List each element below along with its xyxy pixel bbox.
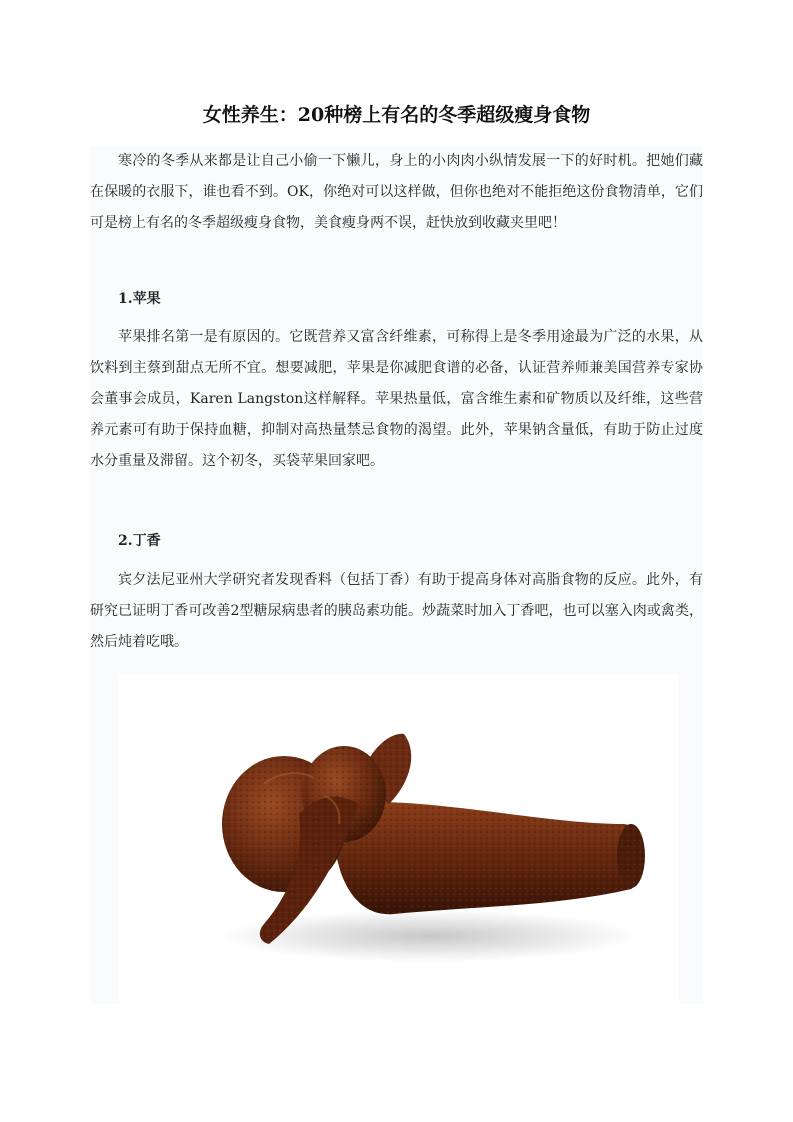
- intro-paragraph: 寒冷的冬季从来都是让自己小偷一下懒儿，身上的小肉肉小纵情发展一下的好时机。把她们藏在保暖的衣服下，谁也看不到。OK，你绝对可以这样做，但你也绝对不能拒绝这份食物清单，它们可是榜上有名的冬季超级瘦身食物，美食瘦身两不误，赶快放到收藏夹里吧！: [90, 153, 703, 231]
- clove-photo: [119, 674, 679, 1004]
- clove-illustration: [119, 674, 679, 1004]
- section-body-apple: 苹果排名第一是有原因的。它既营养又富含纤维素，可称得上是冬季用途最为广泛的水果，从饮料到主蔡到甜点无所不宜。想要减肥，苹果是你减肥食谱的必备，认证营养师兼美国营养专家协会董事会成员，Karen Langston这样解释。苹果热量低，富含维生素和矿物质以及纤维，这些营养元素可有助于保持血糖，抑制对高热量禁忌食物的渴望。此外，苹果钠含量低，有助于防止过度水分重量及滞留。这个初冬，买袋苹果回家吧。: [90, 329, 703, 469]
- section-body-clove: 宾夕法尼亚州大学研究者发现香料（包括丁香）有助于提高身体对高脂食物的反应。此外，有研究已证明丁香可改善2型糖尿病患者的胰岛素功能。炒蔬菜时加入丁香吧，也可以塞入肉或禽类，然后炖着吃哦。: [90, 572, 703, 650]
- section-heading-apple: 1.苹果: [118, 291, 161, 307]
- article-body: [90, 146, 703, 1004]
- section-heading-clove: 2.丁香: [118, 533, 161, 549]
- page-title: 女性养生：20种榜上有名的冬季超级瘦身食物: [202, 104, 591, 126]
